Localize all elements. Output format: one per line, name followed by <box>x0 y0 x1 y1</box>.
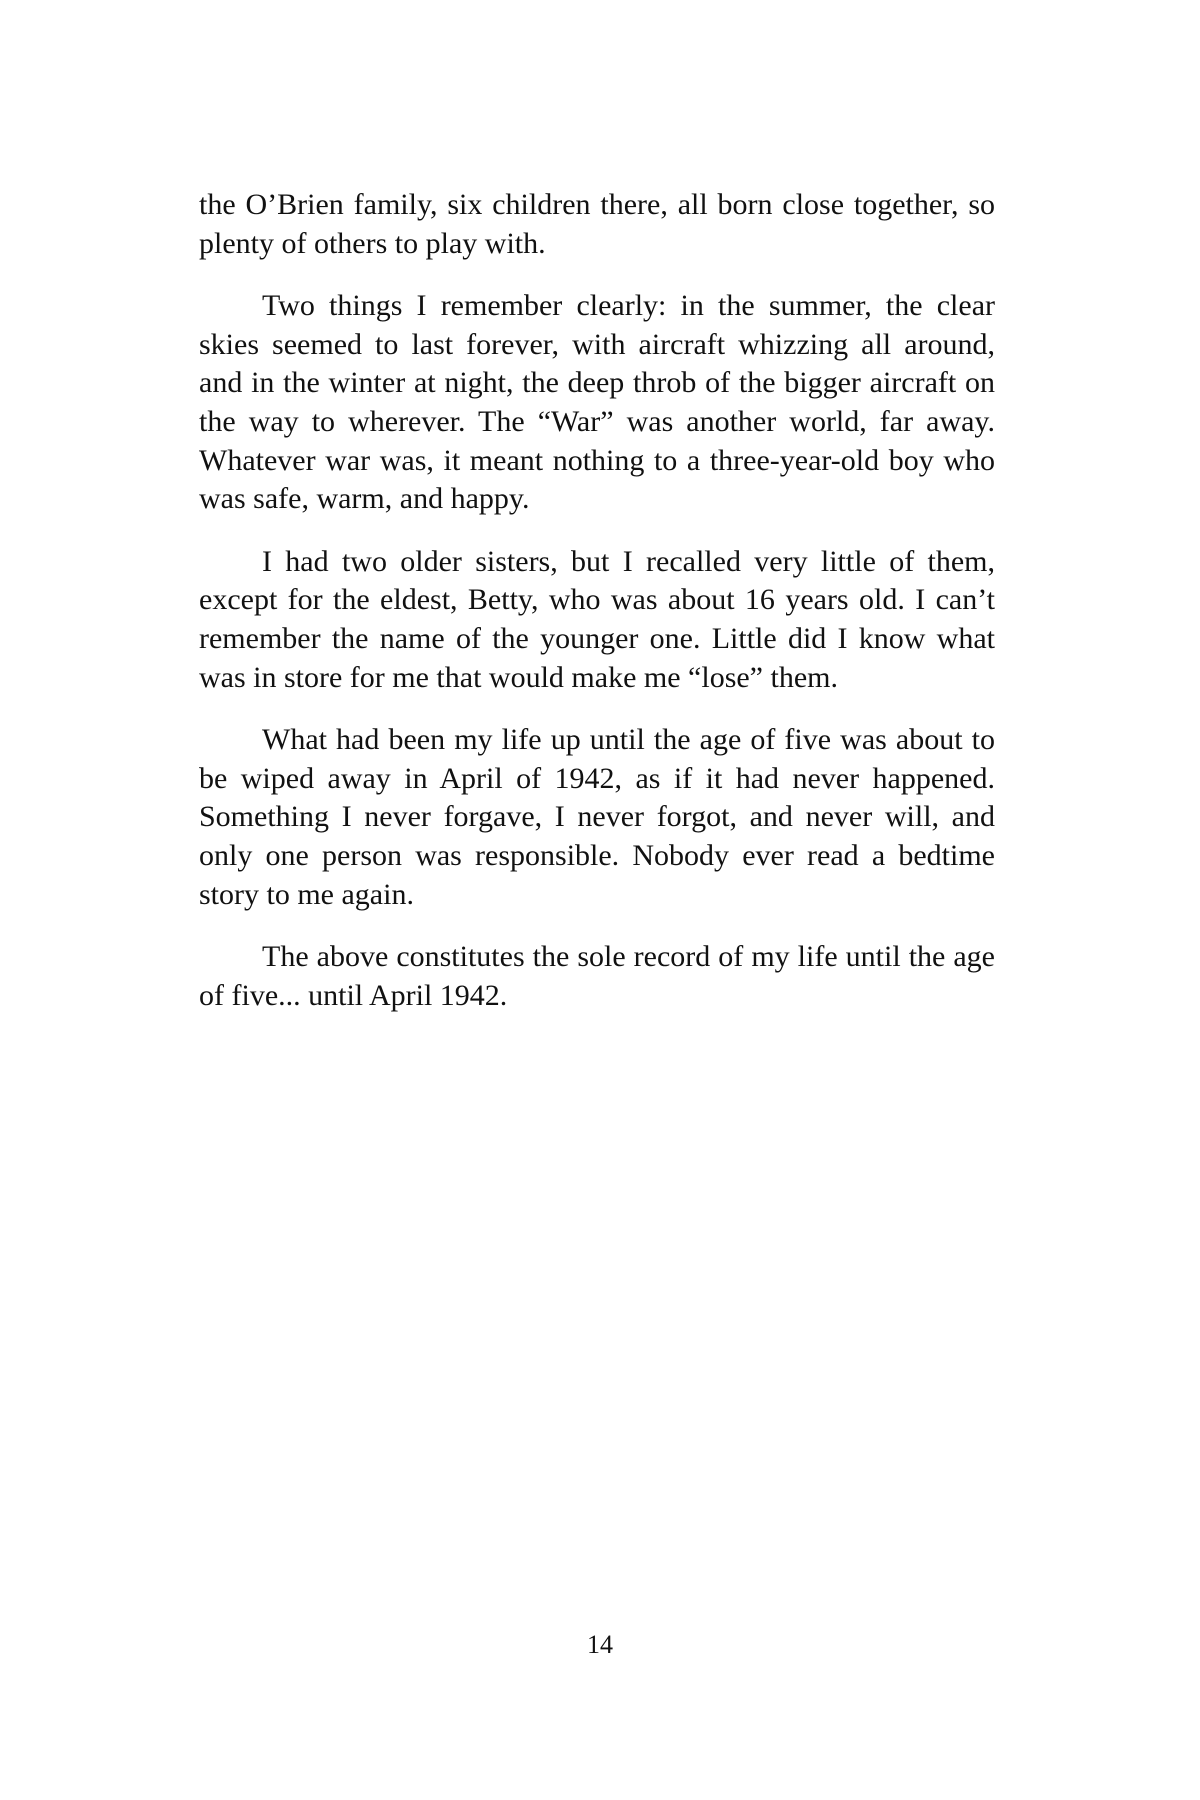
body-text <box>199 186 995 1039</box>
paragraph-4: What had been my life up until the age of five was about to be wiped away in April of 1942, as if it had never happened. Something I never forgave, I never forgot, and never will, and only one person was responsible. Nobody ever read a bedtime story to me again. <box>199 723 995 911</box>
page-number: 14 <box>587 1630 613 1659</box>
paragraph-3: I had two older sisters, but I recalled very little of them, except for the eldest, Betty, who was about 16 years old. I can’t remember the name of the younger one. Little did I know what was in store for me that would make me “lose” them. <box>199 544 995 694</box>
paragraph-5: The above constitutes the sole record of my life until the age of five... until April 1942. <box>199 940 995 1012</box>
paragraph-1: the O’Brien family, six children there, all born close together, so plenty of others to play with. <box>199 188 995 260</box>
paragraph-2: Two things I remember clearly: in the summer, the clear skies seemed to last forever, with aircraft whizzing all around, and in the winter at night, the deep throb of the bigger aircraft on the way to wherever. The “War” was another world, far away. Whatever war was, it meant nothing to a three-year-old boy who was safe, warm, and happy. <box>199 289 995 516</box>
